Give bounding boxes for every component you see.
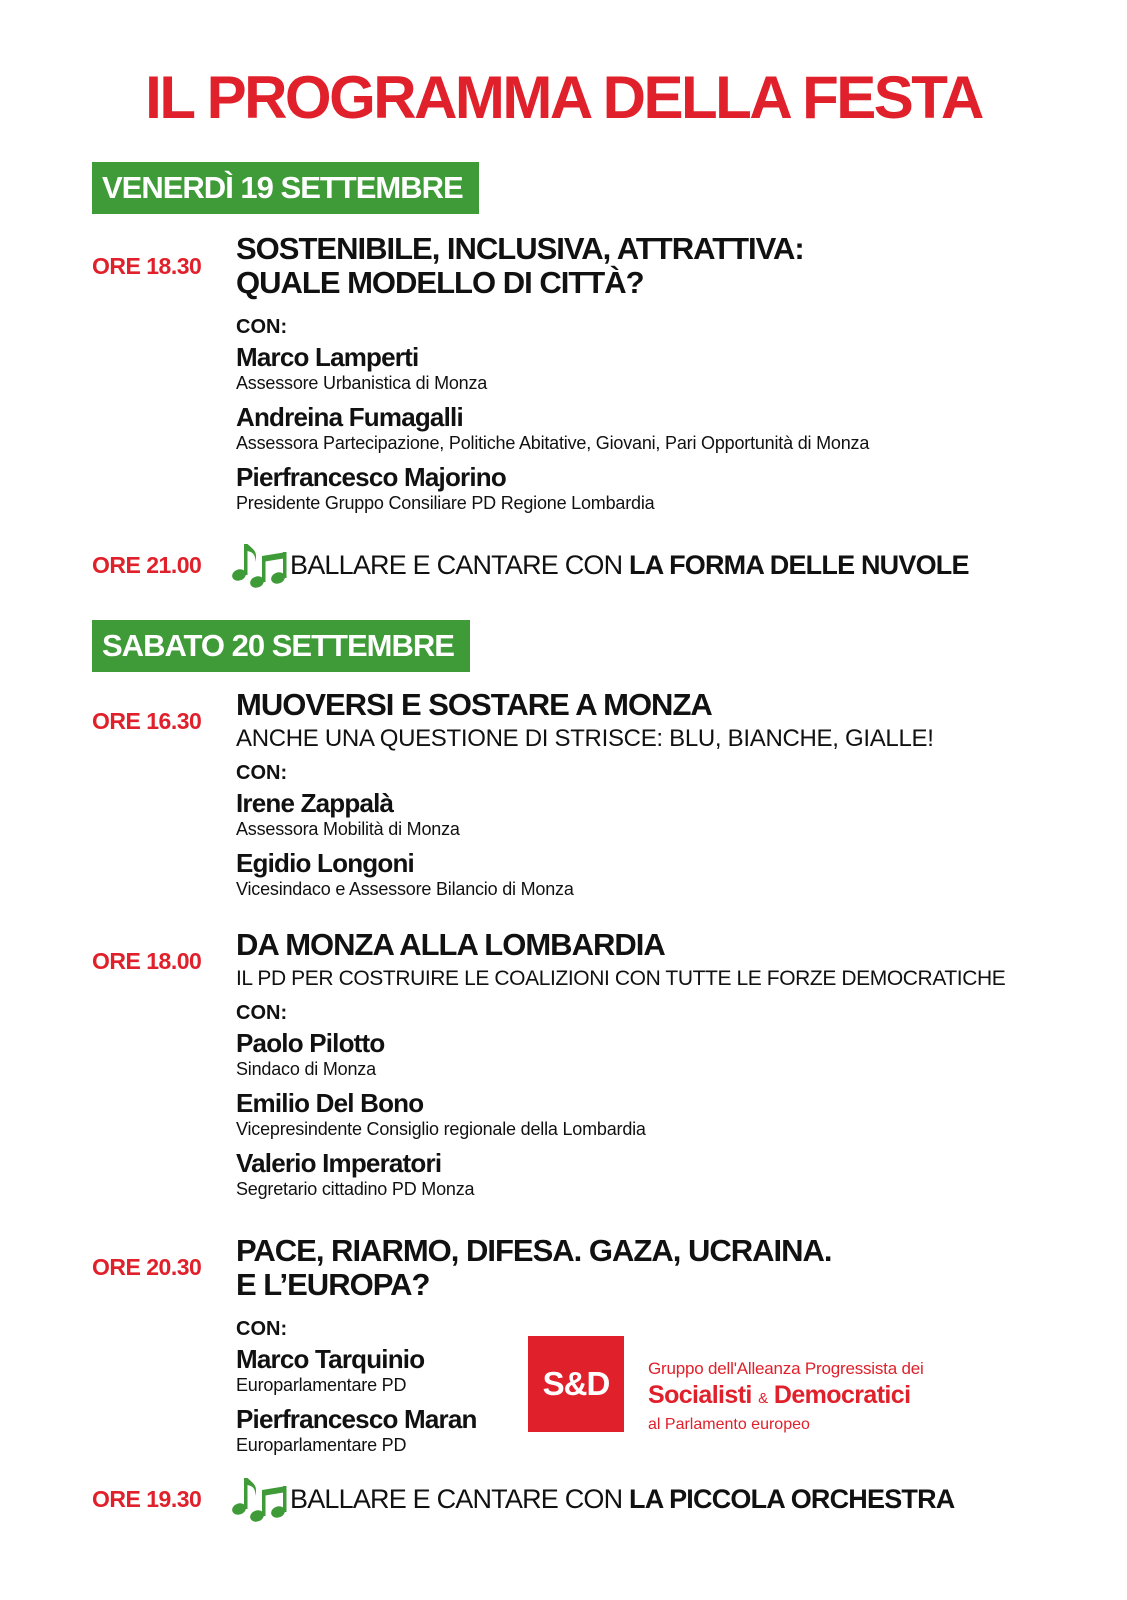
- con-label: CON:: [236, 316, 288, 338]
- speaker-role: Assessora Mobilità di Monza: [236, 819, 460, 839]
- speaker-name: Paolo Pilotto: [236, 1028, 385, 1058]
- sd-amp: &: [758, 1390, 768, 1407]
- sd-socialisti: Socialisti: [648, 1381, 752, 1409]
- event-title-line1: PACE, RIARMO, DIFESA. GAZA, UCRAINA.: [236, 1233, 832, 1268]
- event-title-line2: QUALE MODELLO DI CITTÀ?: [236, 265, 644, 300]
- speaker-name: Marco Tarquinio: [236, 1344, 425, 1374]
- sd-logo-mark: S&D: [528, 1336, 624, 1432]
- event-block: [236, 688, 1096, 900]
- speaker-role: Assessora Partecipazione, Politiche Abitative, Giovani, Pari Opportunità di Monza: [236, 433, 870, 453]
- music-text: [290, 1484, 955, 1515]
- sd-logo-line1: Gruppo dell'Alleanza Progressista dei: [648, 1359, 924, 1378]
- event-block: [236, 232, 1096, 514]
- event-title: DA MONZA ALLA LOMBARDIA: [236, 927, 665, 962]
- speaker-role: Sindaco di Monza: [236, 1059, 376, 1079]
- sd-logo-line3: al Parlamento europeo: [648, 1416, 810, 1433]
- sd-logo-line2: [648, 1380, 924, 1414]
- event-subtitle: IL PD PER COSTRUIRE LE COALIZIONI CON TUTTE LE FORZE DEMOCRATICHE: [236, 967, 1006, 990]
- speaker-role: Europarlamentare PD: [236, 1375, 407, 1395]
- music-prefix: BALLARE E CANTARE CON: [290, 1483, 629, 1514]
- event-time: ORE 20.30: [92, 1254, 202, 1280]
- event-title-line1: SOSTENIBILE, INCLUSIVA, ATTRATTIVA:: [236, 231, 804, 266]
- event-title-line2: E L’EUROPA?: [236, 1267, 430, 1302]
- music-notes-icon: [230, 540, 288, 590]
- music-row: [92, 540, 969, 590]
- sd-democratici: Democratici: [773, 1381, 911, 1409]
- speaker-role: Europarlamentare PD: [236, 1435, 407, 1455]
- day-header-saturday: SABATO 20 SETTEMBRE: [92, 620, 470, 672]
- day-header-friday: VENERDÌ 19 SETTEMBRE: [92, 162, 479, 214]
- speaker-name: Irene Zappalà: [236, 788, 394, 818]
- con-label: CON:: [236, 1318, 288, 1340]
- band-name: LA FORMA DELLE NUVOLE: [629, 549, 969, 580]
- music-prefix: BALLARE E CANTARE CON: [290, 549, 629, 580]
- event-time: ORE 19.30: [92, 1485, 202, 1512]
- con-label: CON:: [236, 1002, 288, 1024]
- event-time: ORE 18.00: [92, 948, 202, 974]
- event-time: ORE 21.00: [92, 551, 202, 578]
- speaker-name: Andreina Fumagalli: [236, 402, 463, 432]
- page-title: IL PROGRAMMA DELLA FESTA: [145, 64, 982, 131]
- event-title: MUOVERSI E SOSTARE A MONZA: [236, 687, 712, 722]
- music-text: [290, 550, 969, 581]
- speaker-name: Egidio Longoni: [236, 848, 414, 878]
- event-time: ORE 16.30: [92, 708, 202, 734]
- event-time: ORE 18.30: [92, 253, 202, 279]
- event-subtitle: ANCHE UNA QUESTIONE DI STRISCE: BLU, BIANCHE, GIALLE!: [236, 725, 934, 752]
- speaker-name: Emilio Del Bono: [236, 1088, 424, 1118]
- speaker-name: Marco Lamperti: [236, 342, 419, 372]
- speaker-name: Pierfrancesco Majorino: [236, 462, 506, 492]
- speaker-role: Presidente Gruppo Consiliare PD Regione Lombardia: [236, 493, 655, 513]
- band-name: LA PICCOLA ORCHESTRA: [629, 1483, 955, 1514]
- speaker-role: Vicesindaco e Assessore Bilancio di Monza: [236, 879, 574, 899]
- event-block: [236, 928, 1096, 1200]
- sd-logo-text: [648, 1358, 924, 1436]
- music-row: [92, 1474, 955, 1524]
- music-notes-icon: [230, 1474, 288, 1524]
- speaker-role: Segretario cittadino PD Monza: [236, 1179, 475, 1199]
- speaker-name: Valerio Imperatori: [236, 1148, 442, 1178]
- speaker-role: Assessore Urbanistica di Monza: [236, 373, 488, 393]
- con-label: CON:: [236, 762, 288, 784]
- speaker-role: Vicepresindente Consiglio regionale della Lombardia: [236, 1119, 646, 1139]
- speaker-name: Pierfrancesco Maran: [236, 1404, 477, 1434]
